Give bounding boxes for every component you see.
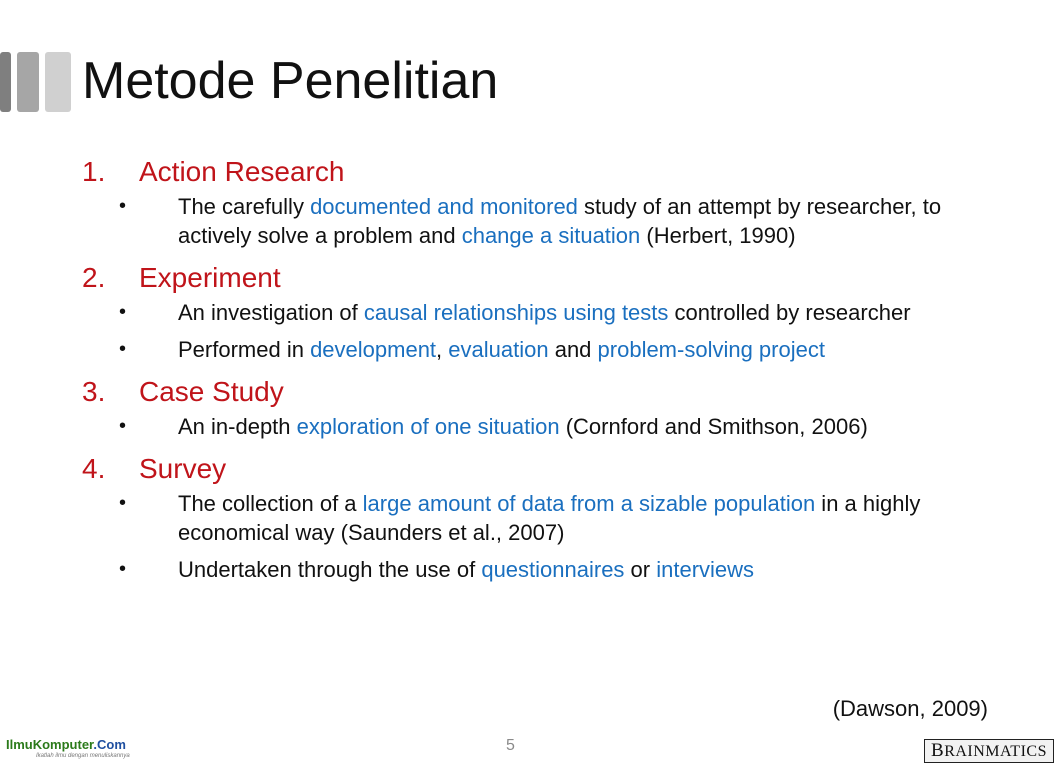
section-heading-text: Experiment <box>139 262 281 293</box>
bullet-item <box>82 298 992 327</box>
citation: (Dawson, 2009) <box>832 696 988 721</box>
section-heading <box>82 258 992 298</box>
section-3 <box>82 372 992 441</box>
brainmatics-logo <box>924 739 1054 763</box>
section-heading-text: Case Study <box>139 376 284 407</box>
page-number: 5 <box>506 737 515 754</box>
bullet-list <box>82 412 992 441</box>
title-decoration-bar-dark <box>0 52 11 112</box>
logo-text-rain: RAIN <box>944 743 986 760</box>
bullet-dot-icon: • <box>119 492 127 514</box>
bullet-text: study of an attempt by researcher, to actively solve a problem and <box>178 194 942 248</box>
section-4 <box>82 449 992 584</box>
section-heading-text: Survey <box>139 453 227 484</box>
section-heading <box>82 152 992 192</box>
highlighted-text: questionnaires <box>481 557 625 582</box>
bullet-text: and <box>548 337 598 362</box>
section-2 <box>82 258 992 364</box>
logo-tagline: Ikatlah ilmu dengan menuliskannya <box>36 753 130 759</box>
highlighted-text: change a situation <box>461 223 641 248</box>
section-number: 3. <box>82 376 106 407</box>
bullet-dot-icon: • <box>119 195 127 217</box>
logo-text-ilmukomputer: IlmuKomputer <box>6 737 94 752</box>
bullet-text: (Herbert, 1990) <box>640 223 796 248</box>
ilmukomputer-logo <box>6 737 130 762</box>
section-heading <box>82 372 992 412</box>
bullet-text: or <box>624 557 657 582</box>
bullet-dot-icon: • <box>119 415 127 437</box>
highlighted-text: problem-solving project <box>597 337 825 362</box>
bullet-text: An in-depth <box>178 414 297 439</box>
bullet-item <box>82 412 992 441</box>
highlighted-text: evaluation <box>448 337 549 362</box>
bullet-dot-icon: • <box>119 558 127 580</box>
logo-text-matics: MATICS <box>985 743 1047 760</box>
bullet-text: Undertaken through the use of <box>178 557 482 582</box>
slide-title: Metode Penelitian <box>82 52 499 110</box>
section-1 <box>82 152 992 250</box>
highlighted-text: exploration of one situation <box>296 414 560 439</box>
bullet-item <box>82 335 992 364</box>
highlighted-text: causal relationships using tests <box>363 300 669 325</box>
highlighted-text: documented and monitored <box>310 194 578 219</box>
bullet-text: Performed in <box>178 337 311 362</box>
bullet-dot-icon: • <box>119 338 127 360</box>
bullet-item <box>82 489 992 547</box>
bullet-list <box>82 489 992 584</box>
bullet-text: The carefully <box>178 194 311 219</box>
highlighted-text: large amount of data from a sizable population <box>362 491 816 516</box>
bullet-text: , <box>436 337 449 362</box>
bullet-text: An investigation of <box>178 300 364 325</box>
title-decoration-bar-mid <box>17 52 39 112</box>
section-number: 1. <box>82 156 106 187</box>
logo-letter-b: B <box>931 740 945 761</box>
highlighted-text: development <box>310 337 437 362</box>
bullet-list <box>82 298 992 364</box>
slide-content <box>82 152 992 592</box>
title-decoration-bar-light <box>45 52 71 112</box>
section-heading-text: Action Research <box>139 156 345 187</box>
section-heading <box>82 449 992 489</box>
bullet-item <box>82 555 992 584</box>
section-number: 4. <box>82 453 106 484</box>
bullet-text: controlled by researcher <box>668 300 911 325</box>
bullet-dot-icon: • <box>119 301 127 323</box>
section-number: 2. <box>82 262 106 293</box>
highlighted-text: interviews <box>656 557 755 582</box>
bullet-text: (Cornford and Smithson, 2006) <box>559 414 868 439</box>
bullet-text: in a highly economical way (Saunders et al., 2007) <box>178 491 921 545</box>
bullet-list <box>82 192 992 250</box>
bullet-text: The collection of a <box>178 491 363 516</box>
bullet-item <box>82 192 992 250</box>
logo-text-com: .Com <box>93 737 126 752</box>
